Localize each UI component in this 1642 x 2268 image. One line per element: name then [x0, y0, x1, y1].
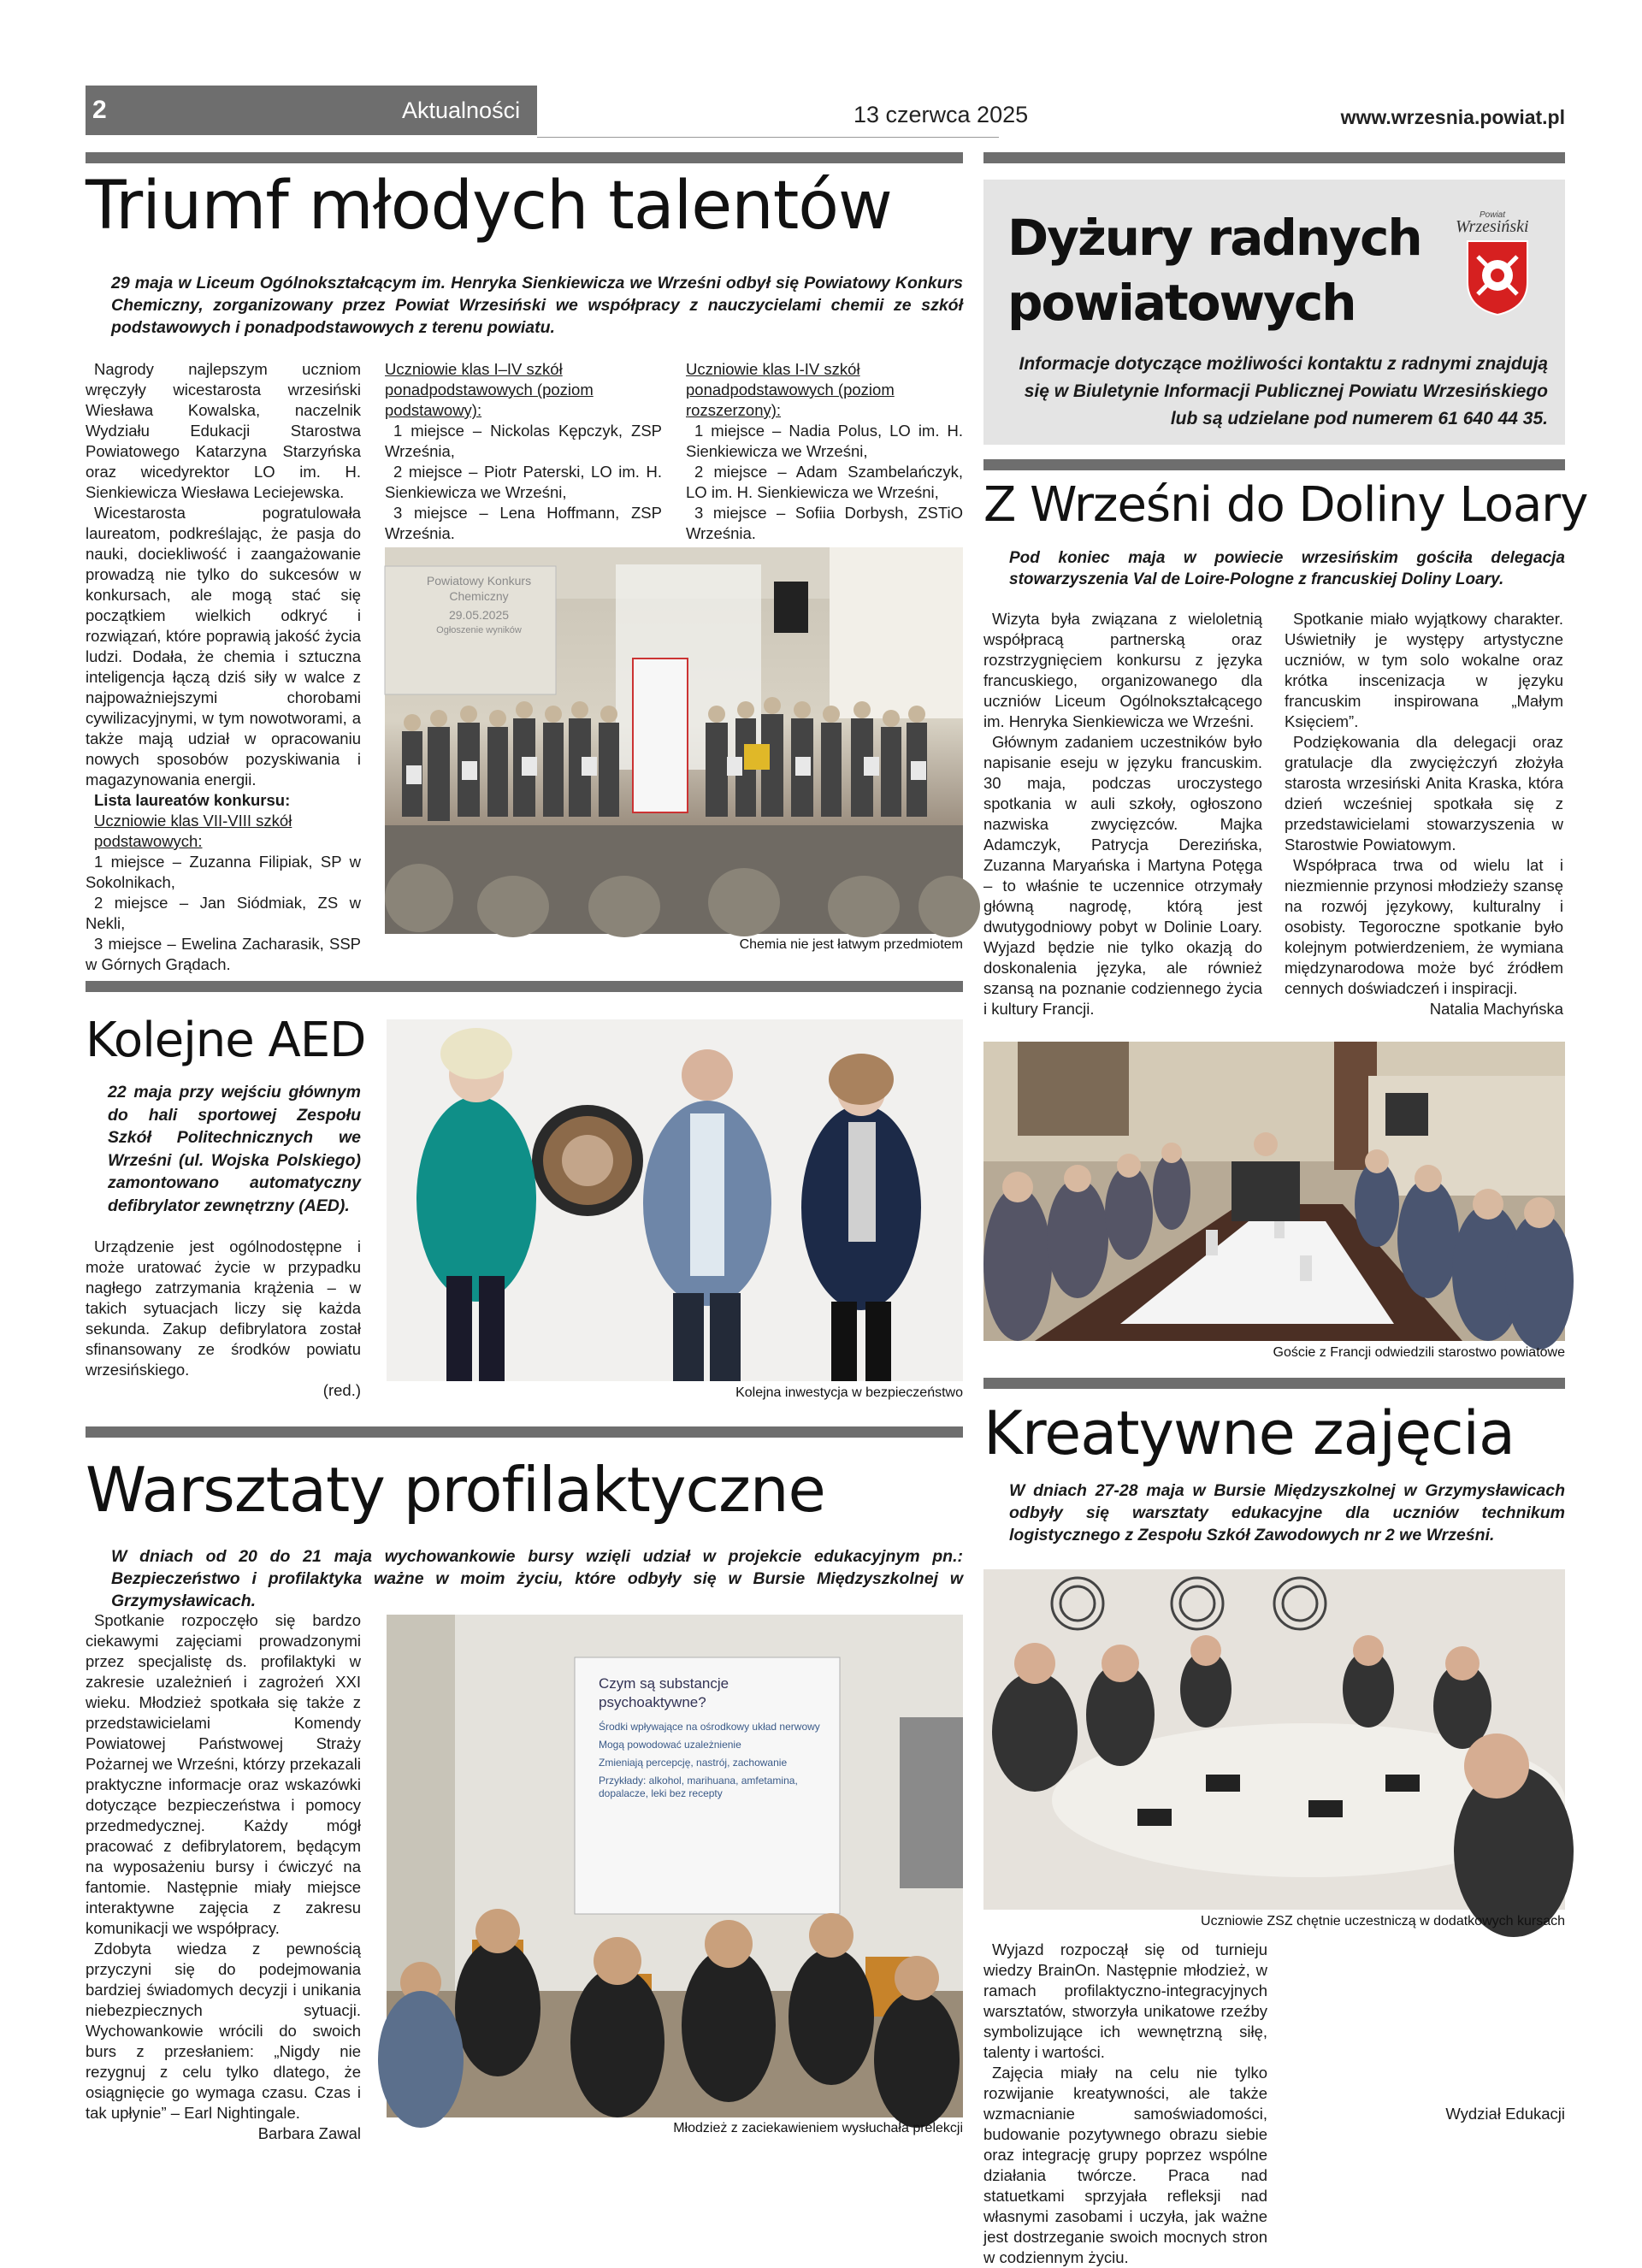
article-column [86, 1237, 361, 1401]
projected-slide [599, 1674, 821, 1800]
divider-bar [983, 152, 1565, 163]
screen-line: Powiatowy Konkurs [426, 574, 532, 588]
list-group-title [686, 359, 963, 421]
logo-small-text: Powiat [1480, 210, 1506, 220]
paragraph: Zajęcia miały na celu nie tylko rozwijanie kreatywności, ale także wzmacnianie samoświadomości, budowanie pozytywnego obrazu siebie oraz integrację grupy poprzez wspólne działania twórcze. Praca nad statuetkami sprzyjała refleksji nad własnymi zasobami i uczyła, jak ważne jest dostrzeganie swoich mocnych stron w codziennym życiu. [983, 2064, 1267, 2266]
signature: (red.) [322, 1381, 361, 1399]
screen-line: Chemiczny [449, 589, 509, 603]
paragraph: Nagrody najlepszym uczniom wręczyły wicestarosta wrzesiński Wiesława Kowalska, naczelnik Wydziału Edukacji Starostwa Powiatowego Katarzyna Starzyńska oraz wicedyrektor LO im. H. Sienkiewicza Wiesława Leciejewska. [86, 360, 361, 501]
article-lead: Pod koniec maja w powiecie wrzesińskim gościła delegacja stowarzyszenia Val de Loire-Pologne z francuskiej Doliny Loary. [1009, 549, 1565, 588]
list-item: 2 miejsce – Piotr Paterski, LO im. H. Sienkiewicza we Wrześni, [385, 463, 662, 501]
photo-caption: Chemia nie jest łatwym przedmiotem [739, 937, 963, 952]
article-column [686, 359, 963, 564]
photo-caption: Uczniowie ZSZ chętnie uczestniczą w dodatkowych kursach [1201, 1914, 1565, 1928]
photo-creative-workshop [983, 1569, 1565, 1910]
article-column [1285, 609, 1563, 1019]
box-text: Informacje dotyczące możliwości kontaktu z radnymi znajdują się w Biuletynie Informacji Publicznej Powiatu Wrzesińskiego lub są udzielane pod numerem 61 640 44 35. [1019, 354, 1548, 428]
photo-french-delegation [983, 1042, 1565, 1341]
slide-bullet: Zmieniają percepcję, nastrój, zachowanie [599, 1757, 788, 1769]
slide-title: Czym są substancje psychoaktywne? [599, 1675, 729, 1710]
photo-caption: Kolejna inwestycja w bezpieczeństwo [735, 1385, 963, 1400]
list-item: 2 miejsce – Jan Siódmiak, ZS w Nekli, [86, 894, 361, 932]
coat-of-arms-icon [1466, 239, 1529, 316]
list-item: 3 miejsce – Sofiia Dorbysh, ZSTiO Września. [686, 504, 963, 542]
list-item: 3 miejsce – Lena Hoffmann, ZSP Września. [385, 504, 662, 542]
list-group-title-text: Uczniowie klas VII-VIII szkół podstawowych: [94, 812, 292, 850]
signature: Natalia Machyńska [1429, 1000, 1563, 1018]
list-item: 1 miejsce – Zuzanna Filipiak, SP w Sokolnikach, [86, 853, 361, 891]
page-header [86, 86, 1565, 139]
list-item: 2 miejsce – Adam Szambelańczyk, LO im. H. Sienkiewicza we Wrześni, [686, 463, 963, 501]
paragraph: Spotkanie rozpoczęło się bardzo ciekawymi zajęciami prowadzonymi przez specjalistę ds. profilaktyki w zakresie uzależnień i zagrożeń XXI wieku. Młodzież spotkała się także z przedstawicielami Komendy Powiatowej Państwowej Straży Pożarnej we Wrześni, którzy przekazali praktyczne informacje oraz wskazówki dotyczące bezpieczeństwa i pomocy przedmedycznej. Każdy mógł pracować z defibrylatorem, będącym na wyposażeniu bursy i ćwiczyć na fantomie. Następnie miały miejsce interaktywne zajęcia z zakresu komunikacji we współpracy. [86, 1611, 361, 1937]
logo-big-text: Wrzesiński [1456, 217, 1529, 236]
slide-bullet: Mogą powodować uzależnienie [599, 1739, 741, 1751]
list-item: 3 miejsce – Ewelina Zacharasik, SSP w Górnych Grądach. [86, 935, 361, 973]
photo-aed-installation [387, 1019, 963, 1381]
article-lead: W dniach od 20 do 21 maja wychowankowie bursy wzięli udział w projekcie edukacyjnym pn.: Bezpieczeństwo i profilaktyka ważne w moim życiu, które odbyły się w Bursie Międzyszkolnej w Grzymysławicach. [111, 1547, 963, 1610]
article-column [86, 1610, 361, 2144]
list-group-title-text: Uczniowie klas I-IV szkół ponadpodstawowych (poziom rozszerzony): [686, 360, 895, 419]
article-title: Kreatywne zajęcia [983, 1398, 1515, 1468]
paragraph: Podziękowania dla delegacji oraz gratulacje dla zwyciężczyń złożyła starosta wrzesiński Anita Kraska, która dzień wcześniej spotkała się z przedstawicielami stowarzyszenia w Starostwie Powiatowym. [1285, 733, 1563, 853]
screen-line: 29.05.2025 [448, 608, 510, 622]
divider-bar [86, 152, 963, 163]
divider-bar [983, 459, 1565, 470]
section-name: Aktualności [402, 97, 521, 123]
site-url: www.wrzesnia.powiat.pl [1340, 106, 1565, 128]
photo-prevention-workshop [387, 1615, 963, 2117]
article-lead: W dniach 27-28 maja w Bursie Międzyszkolnej w Grzymysławicach odbyły się warsztaty edukacyjne dla uczniów technikum logistycznego z Zespołu Szkół Zawodowych nr 2 we Wrześni. [1009, 1481, 1565, 1544]
info-box [983, 180, 1565, 445]
slide-bullet: Środki wpływające na ośrodkowy układ nerwowy [599, 1721, 820, 1733]
county-logo [1445, 202, 1548, 322]
article-lead: 22 maja przy wejściu głównym do hali sportowej Zespołu Szkół Politechnicznych we Wrześni (ul. Wojska Polskiego) zamontowano automatyczny defibrylator zewnętrzny (AED). [108, 1083, 361, 1215]
list-group-title [86, 811, 361, 852]
divider-bar [86, 1426, 963, 1438]
paragraph: Wicestarosta pogratulowała laureatom, podkreślając, że pasja do nauki, dociekliwość i zaangażowanie prowadzą nie tylko do sukcesów w konkursach, ale mogą stać się początkiem wielkich odkryć i rozwiązań, które poprawią jakość życia ludzi. Dodała, że chemia i sztuczna inteligencja łączą dziś siły w walce z najpoważniejszymi chorobami cywilizacyjnymi, w tym nowotworami, a także mają udział w opracowaniu nowych sposobów pozyskiwania i magazynowania energii. [86, 504, 361, 788]
signature: Wydział Edukacji [1445, 2105, 1565, 2123]
screen-text [402, 573, 556, 638]
article-title: Kolejne AED [86, 1013, 366, 1068]
photo-caption: Młodzież z zaciekawieniem wysłuchała prelekcji [673, 2121, 963, 2135]
paragraph: Współpraca trwa od wielu lat i niezmiennie przynosi młodzieży szansę na rozwój językowy, kulturalny i osobisty. Tegoroczne spotkanie było kolejnym potwierdzeniem, że wymiana międzynarodowa może być źródłem cennych doświadczeń i inspiracji. [1285, 856, 1563, 997]
box-title: Dyżury radnych powiatowych [1007, 209, 1421, 332]
list-item: 1 miejsce – Nickolas Kępczyk, ZSP Września, [385, 422, 662, 460]
divider-bar [983, 1378, 1565, 1389]
article-title: Z Wrześni do Doliny Loary [983, 477, 1588, 533]
article-title: Triumf młodych talentów [86, 168, 892, 245]
header-rule [537, 137, 999, 138]
photo-illustration [983, 1042, 1565, 1341]
paragraph: Spotkanie miało wyjątkowy charakter. Uświetniły je występy artystyczne uczniów, w tym solo wokalne oraz krótka inscenizacja w języku francuskim inspirowana „Małym Księciem”. [1285, 610, 1563, 730]
paragraph: Zdobyta wiedza z pewnością przyczyni się do podejmowania bardziej świadomych decyzji i unikania niebezpiecznych sytuacji. Wychowankowie wrócili do swoich burs z przesłaniem: „Nigdy nie rezygnuj z celu tylko dlatego, że osiągnięcie go wymaga czasu. Czas i tak upłynie” – Earl Nightingale. [86, 1940, 361, 2122]
paragraph: Wizyta była związana z wieloletnią współpracą partnerską oraz rozstrzygnięciem konkursu z języka francuskiego, organizowanego dla uczniów Liceum Ogólnokształcącego im. Henryka Sienkiewicza we Wrześni. [983, 610, 1262, 730]
paragraph: Urządzenie jest ogólnodostępne i może uratować życie w przypadku nagłego zatrzymania krążenia – w takich sytuacjach liczy się każda sekunda. Zakup defibrylatora został sfinansowany ze środków powiatu wrzesińskiego. [86, 1237, 361, 1379]
signature: Barbara Zawal [257, 2124, 361, 2142]
article-column [385, 359, 662, 544]
list-item: 1 miejsce – Nadia Polus, LO im. H. Sienkiewicza we Wrześni, [686, 422, 963, 460]
page-number: 2 [92, 96, 107, 124]
divider-bar [86, 981, 963, 992]
article-column [983, 609, 1262, 1019]
list-title: Lista laureatów konkursu: [94, 791, 291, 809]
screen-line: Ogłoszenie wyników [436, 625, 522, 635]
article-column [86, 359, 361, 975]
paragraph: Wyjazd rozpoczął się od turnieju wiedzy BrainOn. Następnie młodzież, w ramach profilaktyczno-integracyjnych warsztatów, stworzyła unikatowe rzeźby symbolizujące ich wewnętrzną siłę, talenty i wartości. [983, 1940, 1267, 2061]
paragraph: Głównym zadaniem uczestników było napisanie eseju w języku francuskim. 30 maja, podczas uroczystego spotkania w auli szkoły, ogłoszono nazwiska zwycięzców. Majka Adamczyk, Patrycja Derezińska, Zuzanna Maryańska i Martyna Potęga – to właśnie te uczennice otrzymały główną nagrodę, którą jest dwutygodniowy pobyt w Dolinie Loary. Wyjazd będzie nie tylko okazją do doskonalenia języka, ale również szansą na poznanie codziennego życia i kultury Francji. [983, 733, 1262, 1018]
photo-caption: Goście z Francji odwiedzili starostwo powiatowe [1273, 1345, 1565, 1360]
list-group-title-text: Uczniowie klas I–IV szkół ponadpodstawowych (poziom podstawowy): [385, 360, 594, 419]
article-column [983, 1940, 1267, 2268]
photo-award-ceremony [385, 547, 963, 934]
photo-illustration [983, 1569, 1565, 1910]
article-lead: 29 maja w Liceum Ogólnokształcącym im. Henryka Sienkiewicza we Wrześni odbył się Powiatowy Konkurs Chemiczny, zorganizowany przez Powiat Wrzesiński we współpracy z nauczycielami chemii ze szkół podstawowych i ponadpodstawowych z terenu powiatu. [111, 274, 963, 337]
photo-illustration [387, 1019, 963, 1381]
slide-bullet: Przykłady: alkohol, marihuana, amfetamina, dopalacze, leki bez recepty [599, 1775, 798, 1799]
list-group-title [385, 359, 662, 421]
article-title: Warsztaty profilaktyczne [86, 1454, 825, 1526]
issue-date: 13 czerwca 2025 [853, 102, 1029, 127]
